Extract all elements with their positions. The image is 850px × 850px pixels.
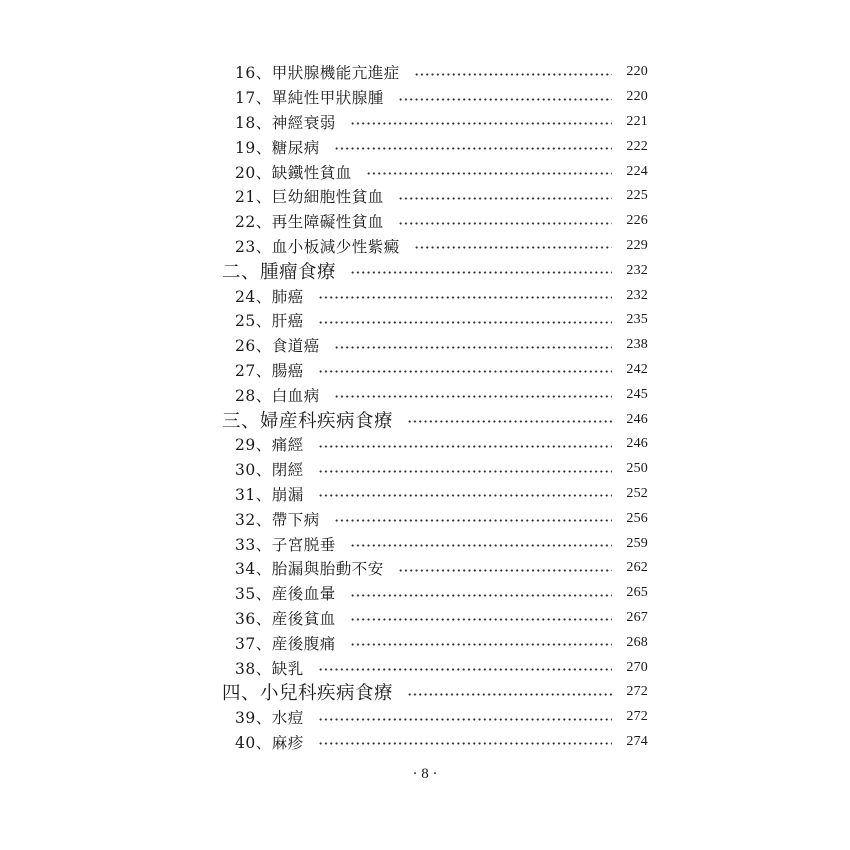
toc-page-number: 250 [626, 461, 648, 477]
toc-section-title: 四、小兒科疾病食療 [222, 683, 394, 705]
toc-page-number: 245 [626, 386, 648, 402]
toc-entry-title: 24、肺癌 [235, 287, 304, 306]
toc-page-number: 225 [626, 188, 648, 204]
dot-leader [318, 370, 612, 373]
toc-entry-title: 18、神經衰弱 [235, 113, 336, 132]
toc-entry-row [222, 159, 648, 184]
toc-entry-title: 32、帶下病 [235, 510, 320, 529]
toc-entry-row [222, 506, 648, 531]
toc-entry-title: 40、麻疹 [235, 733, 304, 752]
toc-entry-row [222, 308, 648, 333]
toc-page-number: 268 [626, 634, 648, 650]
table-of-contents [222, 60, 648, 754]
dot-leader [318, 494, 612, 497]
dot-leader [334, 346, 612, 349]
toc-page-number: 272 [626, 684, 648, 700]
toc-entry-row [222, 482, 648, 507]
toc-section-row [222, 258, 648, 283]
toc-entry-row [222, 333, 648, 358]
toc-page-number: 274 [626, 733, 648, 749]
dot-leader [350, 594, 612, 597]
dot-leader [318, 296, 612, 299]
toc-entry-row [222, 209, 648, 234]
toc-entry-title: 25、肝癌 [235, 312, 304, 331]
toc-page-number: 256 [626, 510, 648, 526]
toc-page-number: 222 [626, 138, 648, 154]
toc-page-number: 252 [626, 485, 648, 501]
toc-entry-row [222, 134, 648, 159]
toc-entry-title: 21、巨幼細胞性貧血 [235, 188, 384, 207]
page-number: · 8 · [412, 766, 438, 782]
dot-leader [318, 668, 612, 671]
toc-entry-row [222, 85, 648, 110]
dot-leader [350, 122, 612, 125]
toc-entry-row [222, 705, 648, 730]
toc-entry-row [222, 630, 648, 655]
dot-leader [414, 73, 612, 76]
toc-page-number: 238 [626, 337, 648, 353]
toc-entry-row [222, 432, 648, 457]
toc-page-number: 235 [626, 312, 648, 328]
toc-page-number: 267 [626, 609, 648, 625]
dot-leader [407, 693, 612, 696]
toc-entry-row [222, 358, 648, 383]
toc-entry-row [222, 581, 648, 606]
toc-section-title: 二、腫瘤食療 [222, 261, 337, 283]
toc-page-number: 226 [626, 213, 648, 229]
toc-page-number: 224 [626, 163, 648, 179]
toc-page-number: 270 [626, 659, 648, 675]
dot-leader [318, 445, 612, 448]
toc-entry-title: 34、胎漏與胎動不安 [235, 560, 384, 579]
toc-page-number: 232 [626, 262, 648, 278]
toc-entry-row [222, 606, 648, 631]
toc-section-row [222, 407, 648, 432]
toc-page-number: 246 [626, 411, 648, 427]
dot-leader [350, 643, 612, 646]
toc-entry-row [222, 110, 648, 135]
toc-entry-row [222, 382, 648, 407]
dot-leader [398, 222, 612, 225]
dot-leader [350, 618, 612, 621]
toc-entry-title: 17、單純性甲狀腺腫 [235, 89, 384, 108]
dot-leader [414, 246, 612, 249]
toc-entry-title: 37、産後腹痛 [235, 634, 336, 653]
toc-page-number: 246 [626, 436, 648, 452]
toc-entry-title: 26、食道癌 [235, 337, 320, 356]
dot-leader [318, 321, 612, 324]
toc-page-number: 259 [626, 535, 648, 551]
dot-leader [398, 569, 612, 572]
dot-leader [350, 544, 612, 547]
toc-page-number: 272 [626, 709, 648, 725]
toc-entry-title: 31、崩漏 [235, 485, 304, 504]
toc-entry-title: 23、血小板減少性紫癜 [235, 237, 400, 256]
toc-page-number: 232 [626, 287, 648, 303]
toc-page-number: 220 [626, 89, 648, 105]
toc-entry-row [222, 531, 648, 556]
toc-entry-title: 39、水痘 [235, 709, 304, 728]
toc-page-number: 262 [626, 560, 648, 576]
toc-entry-title: 16、甲狀腺機能亢進症 [235, 64, 400, 83]
toc-entry-row [222, 457, 648, 482]
dot-leader [318, 470, 612, 473]
toc-entry-title: 27、腸癌 [235, 361, 304, 380]
toc-page-number: 265 [626, 585, 648, 601]
toc-page-number: 229 [626, 237, 648, 253]
toc-page-number: 242 [626, 361, 648, 377]
toc-entry-row [222, 556, 648, 581]
dot-leader [350, 271, 612, 274]
toc-entry-title: 22、再生障礙性貧血 [235, 213, 384, 232]
dot-leader [407, 420, 612, 423]
dot-leader [334, 395, 612, 398]
toc-entry-row [222, 184, 648, 209]
toc-entry-row [222, 283, 648, 308]
toc-entry-title: 19、糖尿病 [235, 138, 320, 157]
toc-entry-title: 20、缺鐵性貧血 [235, 163, 352, 182]
toc-entry-title: 35、産後血暈 [235, 585, 336, 604]
toc-entry-title: 36、産後貧血 [235, 609, 336, 628]
dot-leader [334, 519, 612, 522]
toc-entry-row [222, 234, 648, 259]
toc-entry-row [222, 60, 648, 85]
dot-leader [366, 172, 612, 175]
toc-entry-title: 33、子宮脱垂 [235, 535, 336, 554]
toc-entry-title: 30、閉經 [235, 461, 304, 480]
toc-section-row [222, 680, 648, 705]
toc-page-number: 221 [626, 113, 648, 129]
toc-entry-row [222, 730, 648, 755]
toc-entry-title: 28、白血病 [235, 386, 320, 405]
toc-section-title: 三、婦産科疾病食療 [222, 410, 394, 432]
toc-entry-row [222, 655, 648, 680]
toc-page-number: 220 [626, 64, 648, 80]
dot-leader [398, 98, 612, 101]
toc-entry-title: 38、缺乳 [235, 659, 304, 678]
dot-leader [318, 718, 612, 721]
dot-leader [334, 147, 612, 150]
dot-leader [318, 742, 612, 745]
toc-entry-title: 29、痛經 [235, 436, 304, 455]
dot-leader [398, 197, 612, 200]
